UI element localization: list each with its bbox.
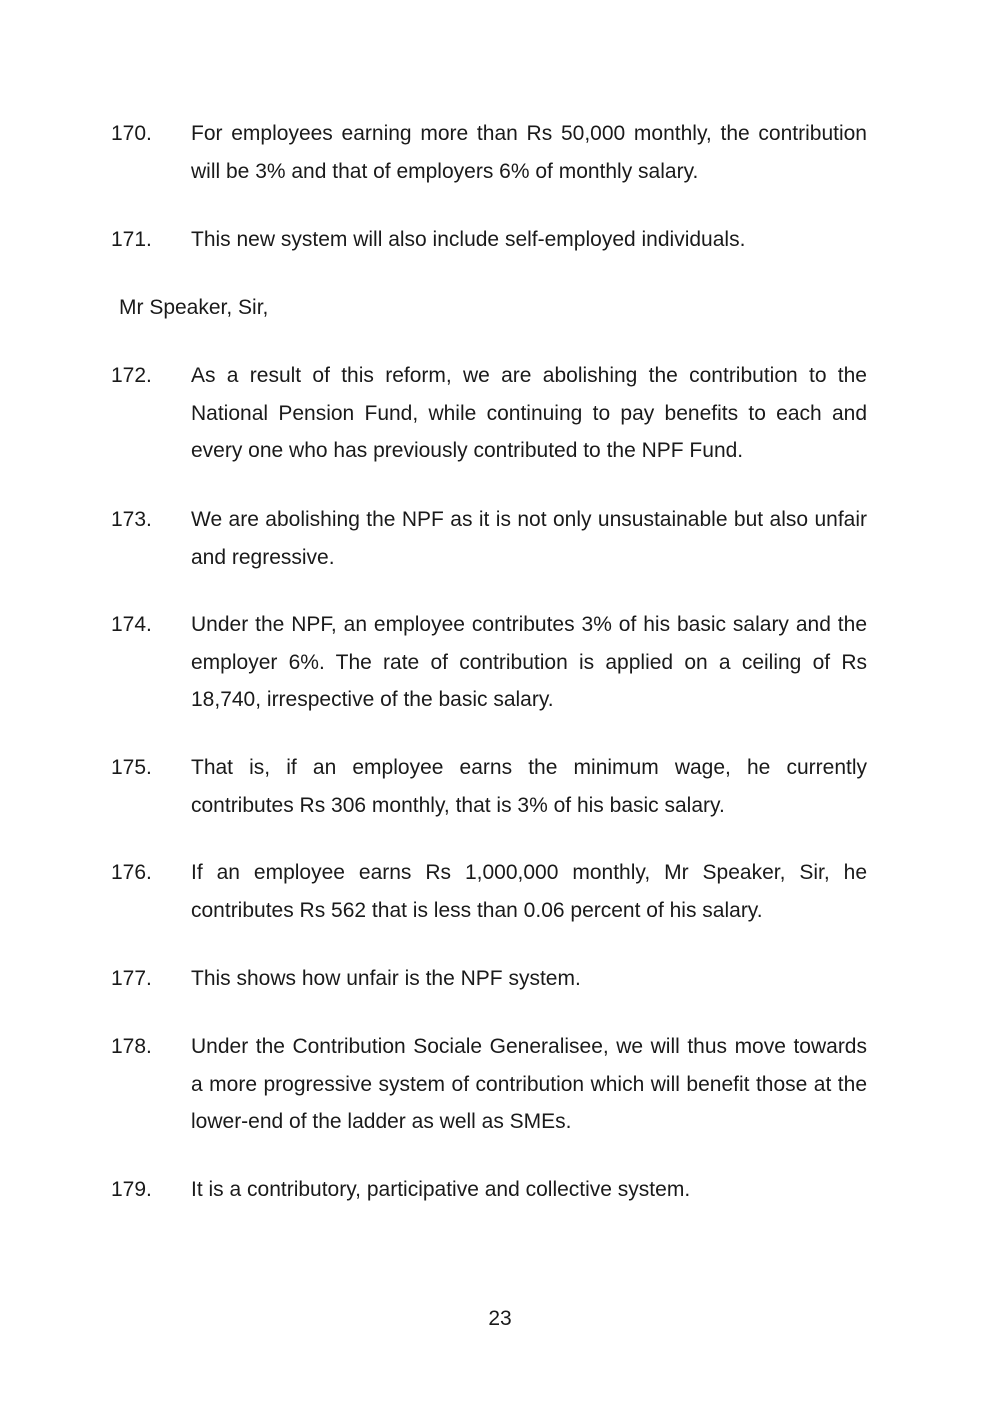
paragraph-174 bbox=[111, 606, 867, 719]
paragraph-text: We are abolishing the NPF as it is not only unsustainable but also unfair and regressive. bbox=[191, 508, 867, 569]
salutation: Mr Speaker, Sir, bbox=[119, 296, 269, 319]
paragraph-number: 176. bbox=[111, 861, 152, 884]
paragraph-text: If an employee earns Rs 1,000,000 monthly, Mr Speaker, Sir, he contributes Rs 562 that is less than 0.06 percent of his salary. bbox=[191, 861, 867, 922]
paragraph-text: For employees earning more than Rs 50,000 monthly, the contribution will be 3% and that of employers 6% of monthly salary. bbox=[191, 122, 867, 183]
paragraph-177 bbox=[111, 960, 867, 998]
paragraph-number: 178. bbox=[111, 1035, 152, 1058]
paragraph-number: 172. bbox=[111, 364, 152, 387]
paragraph-179 bbox=[111, 1171, 867, 1209]
paragraph-number: 171. bbox=[111, 228, 152, 251]
paragraph-number: 179. bbox=[111, 1178, 152, 1201]
paragraph-number: 174. bbox=[111, 613, 152, 636]
paragraph-171 bbox=[111, 221, 867, 259]
paragraph-175 bbox=[111, 749, 867, 824]
paragraph-178 bbox=[111, 1028, 867, 1141]
paragraph-text: It is a contributory, participative and collective system. bbox=[191, 1178, 691, 1201]
paragraph-176 bbox=[111, 854, 867, 929]
paragraph-text: Under the NPF, an employee contributes 3% of his basic salary and the employer 6%. The rate of contribution is applied on a ceiling of Rs 18,740, irrespective of the basic salary. bbox=[191, 613, 867, 711]
paragraph-172 bbox=[111, 357, 867, 470]
paragraph-number: 175. bbox=[111, 756, 152, 779]
paragraph-text: As a result of this reform, we are abolishing the contribution to the National Pension Fund, while continuing to pay benefits to each and every one who has previously contributed to the NPF Fund. bbox=[191, 364, 867, 462]
paragraph-text: Under the Contribution Sociale Generalisee, we will thus move towards a more progressive system of contribution which will benefit those at the lower-end of the ladder as well as SMEs. bbox=[191, 1035, 867, 1133]
paragraph-text: That is, if an employee earns the minimum wage, he currently contributes Rs 306 monthly, that is 3% of his basic salary. bbox=[191, 756, 867, 817]
page-number: 23 bbox=[488, 1307, 512, 1330]
paragraph-170 bbox=[111, 115, 867, 190]
paragraph-173 bbox=[111, 501, 867, 576]
paragraph-number: 177. bbox=[111, 967, 152, 990]
paragraph-number: 170. bbox=[111, 122, 152, 145]
paragraph-number: 173. bbox=[111, 508, 152, 531]
paragraph-text: This shows how unfair is the NPF system. bbox=[191, 967, 581, 990]
paragraph-text: This new system will also include self-employed individuals. bbox=[191, 228, 746, 251]
